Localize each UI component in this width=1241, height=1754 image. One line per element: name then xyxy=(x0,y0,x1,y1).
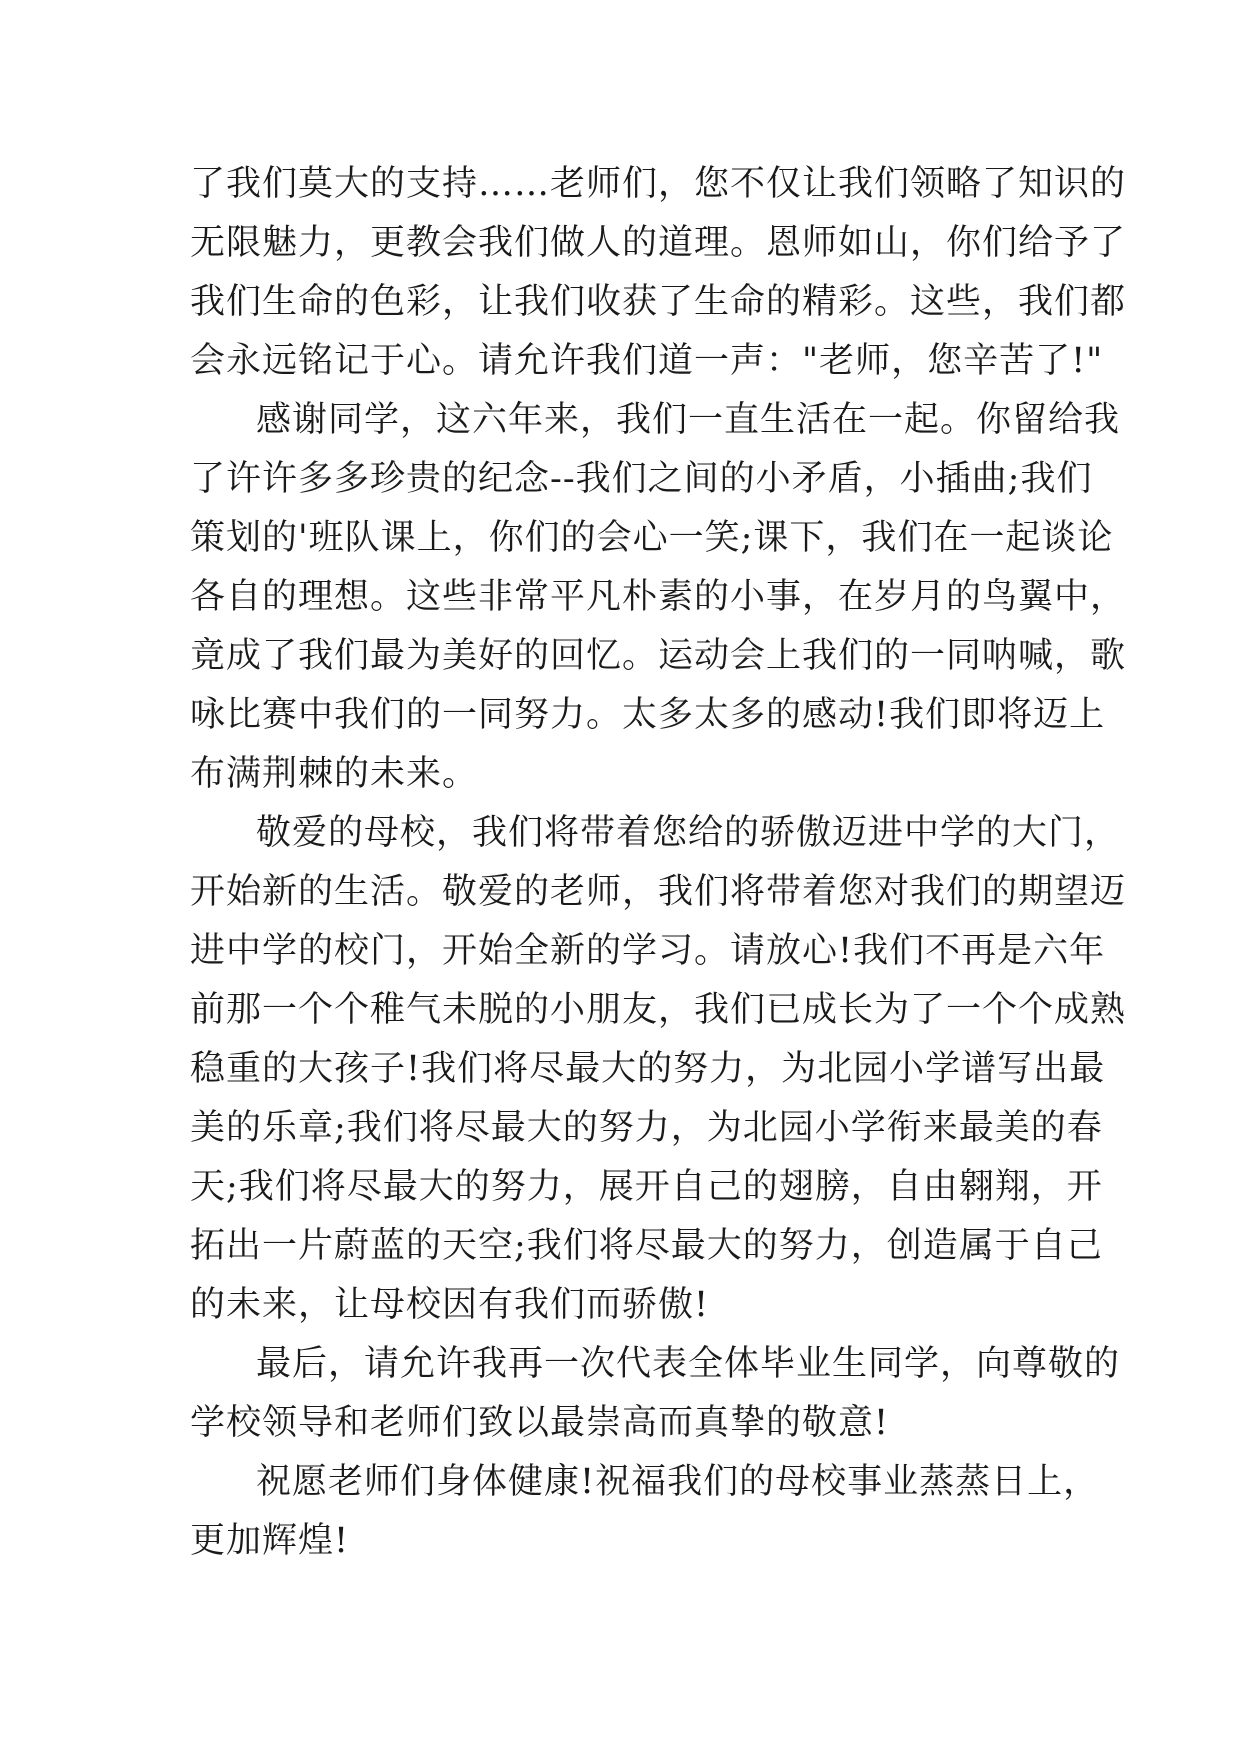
paragraph-5 xyxy=(190,1453,1100,1571)
text-line: 美的乐章;我们将尽最大的努力，为北园小学衔来最美的春 xyxy=(190,1108,1103,1148)
paragraph-1 xyxy=(190,155,1127,391)
text-line: 敬爱的母校，我们将带着您给的骄傲迈进中学的大门， xyxy=(256,813,1121,853)
text-line: 竟成了我们最为美好的回忆。运动会上我们的一同呐喊，歌 xyxy=(190,636,1127,676)
text-line: 进中学的校门，开始全新的学习。请放心!我们不再是六年 xyxy=(190,931,1106,971)
text-line: 的未来，让母校因有我们而骄傲! xyxy=(190,1285,710,1325)
text-line: 前那一个个稚气未脱的小朋友，我们已成长为了一个个成熟 xyxy=(190,990,1127,1030)
text-line: 策划的'班队课上，你们的会心一笑;课下，我们在一起谈论 xyxy=(190,518,1114,558)
text-line: 学校领导和老师们致以最崇高而真挚的敬意! xyxy=(190,1403,890,1443)
paragraph-2 xyxy=(190,391,1127,804)
text-line: 开始新的生活。敬爱的老师，我们将带着您对我们的期望迈 xyxy=(190,872,1127,912)
text-line: 布满荆棘的未来。 xyxy=(190,754,479,794)
text-line: 天;我们将尽最大的努力，展开自己的翅膀，自由翱翔，开 xyxy=(190,1167,1103,1207)
text-line: 感谢同学，这六年来，我们一直生活在一起。你留给我 xyxy=(256,400,1121,440)
document-body xyxy=(190,155,1127,1571)
text-line: 拓出一片蔚蓝的天空;我们将尽最大的努力，创造属于自己 xyxy=(190,1226,1103,1266)
text-line: 咏比赛中我们的一同努力。太多太多的感动!我们即将迈上 xyxy=(190,695,1106,735)
text-line: 祝愿老师们身体健康!祝福我们的母校事业蒸蒸日上， xyxy=(256,1462,1100,1502)
text-line: 无限魅力，更教会我们做人的道理。恩师如山，你们给予了 xyxy=(190,223,1127,263)
text-line: 我们生命的色彩，让我们收获了生命的精彩。这些，我们都 xyxy=(190,282,1127,322)
text-line: 各自的理想。这些非常平凡朴素的小事，在岁月的鸟翼中， xyxy=(190,577,1127,617)
text-line: 稳重的大孩子!我们将尽最大的努力，为北园小学谱写出最 xyxy=(190,1049,1106,1089)
text-line: 会永远铭记于心。请允许我们道一声："老师，您辛苦了!" xyxy=(190,341,1104,381)
paragraph-3 xyxy=(190,804,1127,1335)
paragraph-4 xyxy=(190,1335,1121,1453)
text-line: 了我们莫大的支持……老师们，您不仅让我们领略了知识的 xyxy=(190,164,1127,204)
text-line: 更加辉煌! xyxy=(190,1521,350,1561)
text-line: 了许许多多珍贵的纪念--我们之间的小矛盾，小插曲;我们 xyxy=(190,459,1093,499)
text-line: 最后，请允许我再一次代表全体毕业生同学，向尊敬的 xyxy=(256,1344,1121,1384)
